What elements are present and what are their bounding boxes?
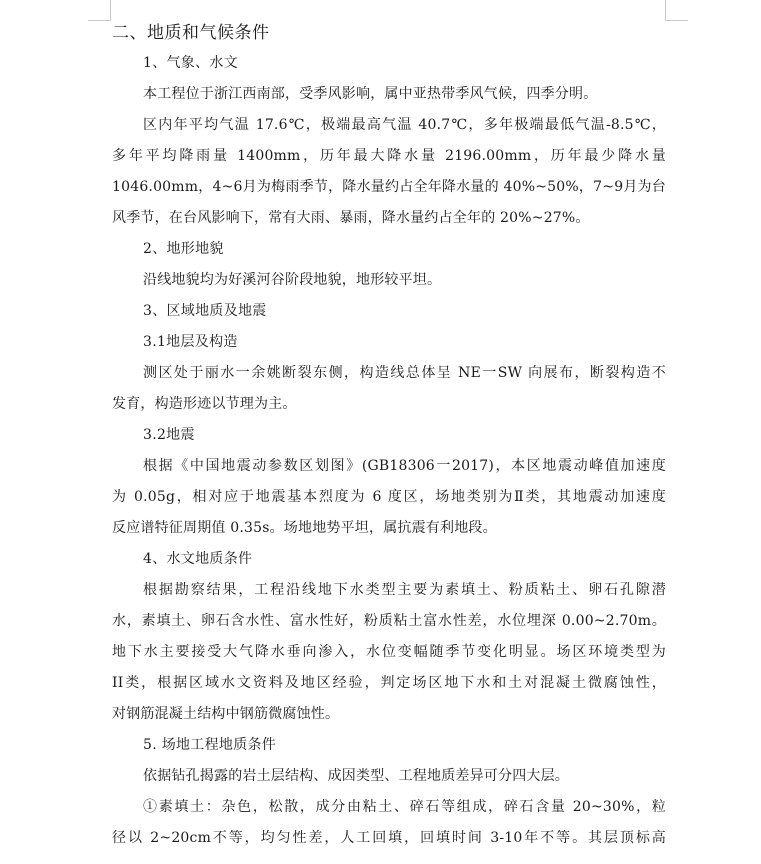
paragraph-line: 1046.00mm，4~6月为梅雨季节，降水量约占全年降水量的 40%~50%，7~9月为台	[112, 179, 666, 195]
paragraph-line: 径以 2~20cm不等，均匀性差，人工回填，回填时间 3-10年不等。其层顶标高	[112, 830, 666, 846]
paragraph-line: 为 0.05g，相对应于地震基本烈度为 6 度区，场地类别为Ⅱ类，其地震动加速度	[112, 489, 666, 505]
document-body	[112, 18, 666, 854]
paragraph-line: 根据勘察结果，工程沿线地下水类型主要为素填土、粉质粘土、卵石孔隙潜	[143, 582, 666, 598]
paragraph-line: 沿线地貌均为好溪河谷阶段地貌，地形较平坦。	[143, 272, 442, 288]
paragraph-line: II类，根据区域水文资料及地区经验，判定场区地下水和土对混凝土微腐蚀性，	[112, 675, 666, 691]
paragraph-line: 水，素填土、卵石含水性、富水性好，粉质粘土富水性差，水位埋深 0.00~2.70m。	[112, 613, 666, 629]
paragraph-line: 区内年平均气温 17.6℃，极端最高气温 40.7℃，多年极端最低气温-8.5℃，	[143, 117, 666, 133]
paragraph-line: 本工程位于浙江西南部，受季风影响，属中亚热带季风气候，四季分明。	[143, 86, 598, 102]
subheading-earthquake: 3.2地震	[143, 427, 195, 443]
subheading-regional-geology: 3、区域地质及地震	[143, 303, 267, 319]
paragraph-line: 对钢筋混凝土结构中钢筋微腐蚀性。	[112, 706, 340, 722]
paragraph-line: 依据钻孔揭露的岩土层结构、成因类型、工程地质差异可分四大层。	[143, 768, 569, 784]
crop-mark-right	[665, 0, 688, 21]
subheading-strata-structure: 3.1地层及构造	[143, 334, 238, 350]
paragraph-line: 根据《中国地震动参数区划图》(GB18306一2017)，本区地震动峰值加速度	[143, 458, 666, 474]
subheading-terrain: 2、地形地貌	[143, 241, 224, 257]
paragraph-line: 测区处于丽水一余姚断裂东侧，构造线总体呈 NE一SW 向展布，断裂构造不	[143, 365, 666, 381]
paragraph-line: 多年平均降雨量 1400mm，历年最大降水量 2196.00mm，历年最少降水量	[112, 148, 666, 164]
paragraph-line: 地下水主要接受大气降水垂向渗入，水位变幅随季节变化明显。场区环境类型为	[112, 644, 666, 660]
subheading-meteorology-hydrology: 1、气象、水文	[143, 55, 239, 71]
paragraph-line: 发育，构造形迹以节理为主。	[112, 396, 297, 412]
subheading-site-engineering-geology: 5. 场地工程地质条件	[143, 737, 277, 753]
paragraph-line: ①素填土：杂色，松散，成分由粘土、碎石等组成，碎石含量 20~30%，粒	[143, 799, 666, 815]
subheading-hydrogeology: 4、水文地质条件	[143, 551, 253, 567]
paragraph-line: 反应谱特征周期值 0.35s。场地地势平坦，属抗震有利地段。	[112, 520, 497, 536]
paragraph-line: 风季节，在台风影响下，常有大雨、暴雨，降水量约占全年的 20%~27%。	[112, 210, 590, 226]
section-heading: 二、地质和气候条件	[112, 23, 270, 43]
crop-mark-left	[88, 0, 111, 21]
